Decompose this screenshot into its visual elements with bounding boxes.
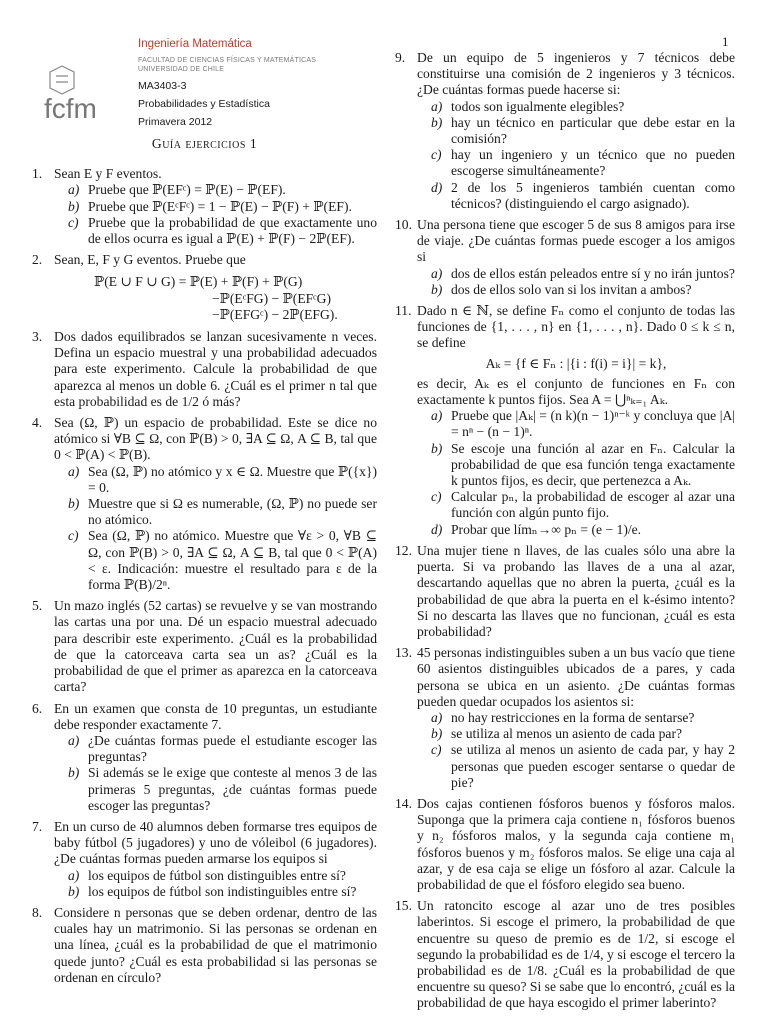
- subitem-label: c): [68, 214, 79, 230]
- problem-list-right: [395, 50, 735, 1012]
- problem-12: [395, 543, 735, 640]
- problem-text: Dos dados equilibrados se lanzan sucesivamente n veces. Defina un espacio muestral y una probabilidad adecuados para este experimento. Calcule la probabilidad de que aparezca al menos un doble 6. ¿Cuál es el primer n tal que esta probabilidad es de 1/2 ó más?: [54, 329, 377, 409]
- problem-text: Dos cajas contienen fósforos buenos y fósforos malos. Suponga que la primera caja contiene n₁ fósforos buenos y n₂ fósforos malos, y la segunda caja contiene m₁ fósforos buenos y m₂ fósforos malos. Se elige una caja al azar, y de esa caja se elige un fósforo al azar. Calcule la probabilidad de que el fósforo elegido sea bueno.: [417, 795, 735, 892]
- subitem-text: Sea (Ω, ℙ) no atómico y x ∈ Ω. Muestre que ℙ({x}) = 0.: [88, 463, 377, 495]
- problem-text: En un examen que consta de 10 preguntas, un estudiante debe responder exactamente 7.: [54, 700, 377, 732]
- problem-text: Considere n personas que se deben ordenar, dentro de las cuales hay un matrimonio. Si las personas se ordenan en una línea, ¿cuál es la probabilidad de que el matrimonio quede junto? ¿Cuál es esta probabilidad si las personas se ordenan en círculo?: [54, 904, 377, 985]
- formula-line: −ℙ(EᶜFG) − ℙ(EFᶜG): [212, 290, 331, 306]
- subitem-text: los equipos de fútbol son distinguibles entre sí?: [88, 867, 346, 883]
- problem-9: [395, 50, 735, 212]
- problem-text: Una mujer tiene n llaves, de las cuales sólo una abre la puerta. Si va probando las llaves de a una al azar, descartando aquellas que no abren la puerta, ¿cuál es la probabilidad de que abra la puerta en el k-ésimo intento? Si no descarta las llaves que no funcionan, ¿cuál es esta probabilidad?: [417, 542, 735, 639]
- problem-number: 14.: [395, 795, 412, 811]
- subitem-text: Pruebe que |Aₖ| = (n k)(n − 1)ⁿ⁻ᵏ y concluya que |A| = nⁿ − (n − 1)ⁿ.: [451, 408, 735, 440]
- problem-number: 6.: [32, 700, 43, 716]
- problem-text: Un mazo inglés (52 cartas) se revuelve y se van mostrando las cartas una por una. Dé un espacio muestral adecuado para describir este experimento. ¿Cuál es la probabilidad de que la catorceava carta sea un as? ¿Cuál es la probabilidad de que el primer as aparezca en la catorceava carta?: [54, 598, 377, 695]
- department-name: Ingeniería Matemática: [138, 38, 252, 50]
- problem-text: Sea (Ω, ℙ) un espacio de probabilidad. Este se dice no atómico si ∀B ⊆ Ω, con ℙ(B) > 0, ∃A ⊆ Ω, A ⊆ B, tal que 0 < ℙ(A) < ℙ(B).: [54, 415, 377, 463]
- problem-number: 10.: [395, 217, 412, 233]
- faculty-line-2: UNIVERSIDAD DE CHILE: [138, 66, 225, 73]
- subitem-label: a): [431, 709, 443, 725]
- subitem-text: Se escoje una función al azar en Fₙ. Calcular la probabilidad de que esa función tenga exactamente k puntos fijos, es decir, que pertenezca a Aₖ.: [451, 440, 735, 489]
- subitem-label: a): [68, 732, 80, 748]
- problem-number: 15.: [395, 898, 412, 914]
- problem-3: [32, 329, 377, 410]
- subitem-text: los equipos de fútbol son indistinguibles entre sí?: [88, 883, 357, 899]
- subitem-label: b): [68, 496, 80, 512]
- subitem: [427, 489, 735, 521]
- subitem-label: c): [431, 147, 442, 163]
- subitem: [427, 282, 735, 298]
- formula-line: ℙ(E ∪ F ∪ G) = ℙ(E) + ℙ(F) + ℙ(G): [94, 274, 303, 290]
- problem-number: 9.: [395, 50, 406, 65]
- subitem-text: dos de ellos están peleados entre sí y no irán juntos?: [451, 265, 735, 281]
- subitem-text: Pruebe que ℙ(EFᶜ) = ℙ(E) − ℙ(EF).: [88, 182, 286, 198]
- problem-number: 7.: [32, 818, 43, 834]
- problem-7: [32, 819, 377, 900]
- problem-15: [395, 898, 735, 1011]
- formula-line: −ℙ(EFGᶜ) − 2ℙ(EFG).: [212, 306, 338, 322]
- subitem: [427, 147, 735, 179]
- subitem-label: a): [431, 408, 443, 424]
- problem-number: 13.: [395, 645, 412, 661]
- fcfm-logo: [44, 62, 134, 122]
- subitem-text: 2 de los 5 ingenieros también cuentan como técnicos? (distinguiendo el cargo asignado).: [451, 179, 735, 211]
- subitem-label: b): [68, 765, 80, 781]
- problem-5: [32, 598, 377, 695]
- subitem: [427, 266, 735, 282]
- subitem-label: c): [431, 489, 442, 505]
- subitem-label: b): [431, 440, 443, 456]
- problem-14: [395, 796, 735, 893]
- faculty-line-1: FACULTAD DE CIENCIAS FÍSICAS Y MATEMÁTICAS: [138, 57, 317, 64]
- course-term: Primavera 2012: [138, 116, 213, 128]
- problem-text: Sean E y F eventos.: [54, 166, 162, 182]
- problem-8: [32, 905, 377, 986]
- subitem: [427, 408, 735, 440]
- subitem-text: se utiliza al menos un asiento de cada par?: [451, 726, 683, 742]
- subitem: [64, 215, 377, 247]
- subitem: [64, 733, 377, 765]
- subitem-label: c): [68, 528, 79, 544]
- subitem: [64, 528, 377, 593]
- left-column: [32, 136, 377, 991]
- problem-number: 8.: [32, 904, 43, 920]
- problem-4: [32, 415, 377, 593]
- subitem: [64, 884, 377, 900]
- problem-13: [395, 645, 735, 791]
- problem-text: De un equipo de 5 ingenieros y 7 técnicos debe constituirse una comisión de 2 ingenieros y 3 técnicos. ¿De cuántas formas puede hacerse si:: [417, 50, 735, 98]
- problem-number: 2.: [32, 252, 43, 268]
- subitem-label: a): [68, 182, 80, 198]
- subitem-text: Muestre que si Ω es numerable, (Ω, ℙ) no puede ser no atómico.: [88, 496, 377, 528]
- problem-text: Sean, E, F y G eventos. Pruebe que: [54, 252, 246, 268]
- subitem-text: se utiliza al menos un asiento de cada par, y hay 2 personas que pueden escoger sentarse o quedar de pie?: [451, 742, 735, 790]
- subitem: [427, 742, 735, 791]
- subitem-text: ¿De cuántas formas puede el estudiante escoger las preguntas?: [88, 732, 377, 765]
- problem-definition: Aₖ = {f ∈ Fₙ : |{i : f(i) = i}| = k},: [485, 355, 667, 371]
- subitem-label: b): [431, 726, 443, 742]
- subitem-text: hay un ingeniero y un técnico que no pueden escogerse simultáneamente?: [451, 147, 735, 179]
- subitem-text: Pruebe que la probabilidad de que exactamente uno de ellos ocurra es igual a ℙ(E) + ℙ(F) − 2ℙ(EF).: [88, 214, 377, 247]
- subitem-text: Pruebe que ℙ(EᶜFᶜ) = 1 − ℙ(E) − ℙ(F) + ℙ(EF).: [88, 198, 352, 214]
- svg-text:fcfm: fcfm: [44, 93, 97, 122]
- subitem-text: dos de ellos solo van si los invitan a ambos?: [451, 281, 692, 297]
- subitem-label: a): [431, 265, 443, 281]
- subitem-label: b): [68, 883, 80, 899]
- problem-1: [32, 166, 377, 247]
- header: [138, 38, 378, 128]
- subitem-label: b): [68, 198, 80, 214]
- subitem-label: d): [431, 521, 443, 537]
- page-number: 1: [722, 34, 729, 49]
- subitem: [427, 115, 735, 147]
- problem-text-continued: es decir, Aₖ es el conjunto de funciones en Fₙ con exactamente k puntos fijos. Sea A = ⋃ⁿₖ₌₁ Aₖ.: [417, 375, 735, 408]
- subitem-label: a): [431, 98, 443, 114]
- subitem: [64, 496, 377, 528]
- subitem: [64, 868, 377, 884]
- subitem: [427, 522, 735, 538]
- subitem-label: a): [68, 867, 80, 883]
- course-name: Probabilidades y Estadística: [138, 98, 270, 110]
- problem-number: 3.: [32, 329, 43, 345]
- problem-2: [32, 252, 377, 323]
- subitem-text: hay un técnico en particular que debe estar en la comisión?: [451, 114, 735, 147]
- subitem-label: c): [431, 742, 442, 758]
- problem-10: [395, 217, 735, 298]
- problem-number: 5.: [32, 598, 43, 614]
- subitem-label: a): [68, 463, 80, 479]
- subitem: [64, 182, 377, 198]
- problem-formula: [94, 274, 377, 323]
- problem-text: Un ratoncito escoge al azar uno de tres posibles laberintos. Si escoge el primero, la probabilidad de que encuentre su queso de premio es de 1/2, si escoge el segundo la probabilidad es de 1/4, y si escoge el tercero la probabilidad es de 1/8. ¿Cuál es la probabilidad de que encuentre su queso? Si se sabe que lo encontró, ¿cuál es la probabilidad de que haya escogido el primer laberinto?: [417, 898, 735, 1011]
- problem-text: En un curso de 40 alumnos deben formarse tres equipos de baby fútbol (5 jugadores) y uno de vóleibol (6 jugadores). ¿De cuántas formas pueden armarse los equipos si: [54, 818, 377, 867]
- subitem: [427, 99, 735, 115]
- subitem-text: Si además se le exige que conteste al menos 3 de las primeras 5 preguntas, ¿de cuántas formas puede escoger las preguntas?: [88, 765, 377, 813]
- problem-number: 12.: [395, 542, 412, 558]
- guide-title: Guía ejercicios 1: [151, 136, 258, 151]
- subitem: [64, 199, 377, 215]
- problem-11: [395, 303, 735, 538]
- subitem: [427, 180, 735, 212]
- problem-number: 1.: [32, 166, 43, 182]
- problem-list-left: [32, 166, 377, 986]
- problem-text: Una persona tiene que escoger 5 de sus 8 amigos para irse de viaje. ¿De cuántas formas puede escoger a los amigos si: [417, 217, 735, 265]
- problem-text: 45 personas indistinguibles suben a un bus vacío que tiene 60 asientos distinguibles ubicados de a pares, y cada persona se ubica en un asiento. ¿De cuántas formas pueden quedar ocupados los asientos si:: [417, 645, 735, 709]
- problem-number: 11.: [395, 303, 412, 319]
- problem-number: 4.: [32, 415, 43, 431]
- problem-6: [32, 701, 377, 814]
- subitem-label: b): [431, 114, 443, 130]
- subitem-label: b): [431, 281, 443, 297]
- subitem-text: todos son igualmente elegibles?: [451, 98, 625, 114]
- subitem-text: Probar que límₙ→∞ pₙ = (e − 1)/e.: [451, 521, 642, 537]
- course-code: MA3403-3: [138, 80, 187, 92]
- right-column: [395, 50, 735, 1017]
- subitem: [64, 765, 377, 814]
- subitem: [427, 710, 735, 726]
- subitem: [427, 441, 735, 490]
- problem-text: Dado n ∈ ℕ, se define Fₙ como el conjunto de todas las funciones de {1, . . . , n} en {1, . . . , n}. Dado 0 ≤ k ≤ n, se define: [417, 303, 735, 351]
- subitem-text: no hay restricciones en la forma de sentarse?: [451, 709, 695, 725]
- subitem: [427, 726, 735, 742]
- subitem-text: Calcular pₙ, la probabilidad de escoger al azar una función con algún punto fijo.: [451, 489, 735, 521]
- subitem-text: Sea (Ω, ℙ) no atómico. Muestre que ∀ε > 0, ∀B ⊆ Ω, con ℙ(B) > 0, ∃A ⊆ Ω, A ⊆ B, tal que 0 < ℙ(A) < ε. Indicación: muestre el resultado para ε de la forma ℙ(B)/2ⁿ.: [88, 528, 377, 593]
- subitem: [64, 464, 377, 496]
- subitem-label: d): [431, 179, 443, 195]
